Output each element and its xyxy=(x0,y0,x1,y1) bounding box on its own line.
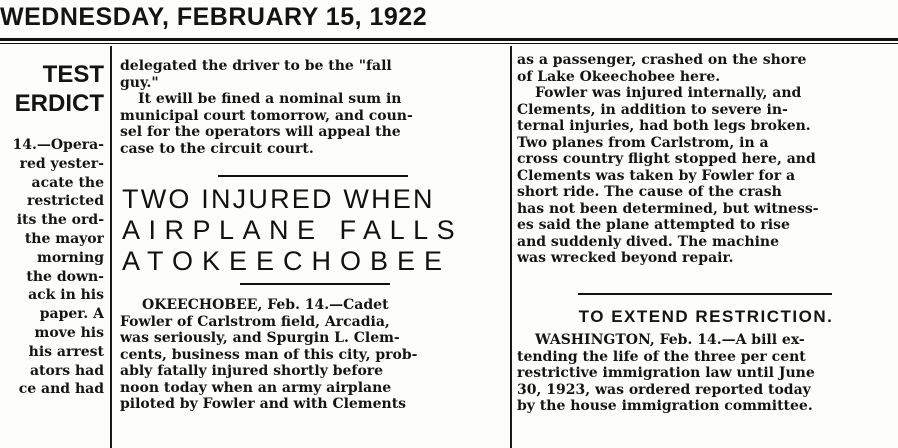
text-line: was wrecked beyond repair. xyxy=(517,250,734,266)
text-line: sel for the operators will appeal the xyxy=(120,124,401,140)
restriction-story xyxy=(517,332,895,448)
text-line: It ewill be fined a nominal sum in xyxy=(138,91,402,107)
text-line: ternal injuries, had both legs broken. xyxy=(517,118,811,134)
text-line: guy." xyxy=(120,74,159,91)
restriction-subhead: TO EXTEND RESTRICTION. xyxy=(578,307,834,326)
story-body xyxy=(120,297,500,413)
text-line: es said the plane attempted to rise xyxy=(517,217,790,233)
left-story xyxy=(0,136,104,399)
left-headline xyxy=(0,60,104,118)
text-line: noon today when an army airplane xyxy=(120,379,392,396)
column-divider-right xyxy=(510,46,512,448)
text-line: delegated the driver to be the "fall xyxy=(120,58,392,74)
text-line: move his xyxy=(34,324,104,341)
text-line: as a passenger, crashed on the shore xyxy=(517,52,807,68)
left-headline-line: TEST xyxy=(42,61,104,88)
text-line: cents, business man of this city, prob- xyxy=(120,346,418,363)
continued-story xyxy=(517,52,895,267)
headline-separator xyxy=(240,283,390,285)
text-line: tending the life of the three per cent xyxy=(517,348,806,365)
text-line: Fowler of Carlstrom field, Arcadia, xyxy=(120,313,390,330)
text-line: acate the xyxy=(31,174,104,191)
text-line: of Lake Okeechobee here. xyxy=(517,68,721,85)
masthead-rule-thin xyxy=(0,43,898,44)
text-line: the down- xyxy=(26,268,104,285)
masthead-rule xyxy=(0,38,898,41)
text-line: 14.—Opera- xyxy=(12,137,104,153)
text-line: morning xyxy=(37,249,104,266)
text-line: Fowler was injured internally, and xyxy=(535,85,802,101)
text-line: Clements, in addition to severe in- xyxy=(517,101,788,118)
text-line: case to the circuit court. xyxy=(120,140,314,157)
article-separator xyxy=(218,175,408,177)
text-line: ce and had xyxy=(18,381,104,398)
headline-line: ATOKEECHOBEE xyxy=(122,246,452,274)
text-line: short ride. The cause of the crash xyxy=(517,184,782,200)
text-line: restricted xyxy=(26,193,104,210)
headline-line: AIRPLANE FALLS xyxy=(122,215,464,245)
text-line: and suddenly dived. The machine xyxy=(517,233,780,250)
text-line: ators had xyxy=(29,362,104,379)
text-line: ably fatally injured shortly before xyxy=(120,363,384,379)
text-line: WASHINGTON, Feb. 14.—A bill ex- xyxy=(535,332,805,348)
article-separator xyxy=(578,293,832,295)
text-line: Clements was taken by Fowler for a xyxy=(517,167,796,184)
headline-line: TWO INJURED WHEN xyxy=(122,184,435,214)
continued-story xyxy=(120,58,500,157)
text-line: red yester- xyxy=(19,155,104,172)
left-headline-line: ERDICT xyxy=(14,90,104,117)
dateline: WEDNESDAY, FEBRUARY 15, 1922 xyxy=(0,3,428,31)
text-line: has not been determined, but witness- xyxy=(517,200,819,217)
right-column xyxy=(517,52,895,282)
text-line: piloted by Fowler and with Clements xyxy=(120,396,407,412)
text-line: his arrest xyxy=(28,343,104,360)
text-line: the mayor xyxy=(24,230,104,247)
airplane-story xyxy=(120,297,500,448)
text-line: by the house immigration committee. xyxy=(517,398,813,414)
story-body xyxy=(517,332,895,415)
text-line: its the ord- xyxy=(16,212,104,229)
text-line: paper. A xyxy=(39,306,104,323)
text-line: OKEECHOBEE, Feb. 14.—Cadet xyxy=(142,297,389,313)
text-line: cross country flight stopped here, and xyxy=(517,151,816,167)
left-column xyxy=(0,60,104,448)
text-line: ack in his xyxy=(28,287,104,304)
text-line: 30, 1923, was ordered reported today xyxy=(517,381,811,398)
text-line: Two planes from Carlstrom, in a xyxy=(517,134,769,151)
column-divider-left xyxy=(110,46,112,448)
text-line: restrictive immigration law until June xyxy=(517,365,815,381)
text-line: municipal court tomorrow, and coun- xyxy=(120,107,413,124)
airplane-headline xyxy=(122,184,500,274)
restriction-subhead-box xyxy=(517,307,895,331)
text-line: was seriously, and Spurgin L. Clem- xyxy=(120,330,400,346)
